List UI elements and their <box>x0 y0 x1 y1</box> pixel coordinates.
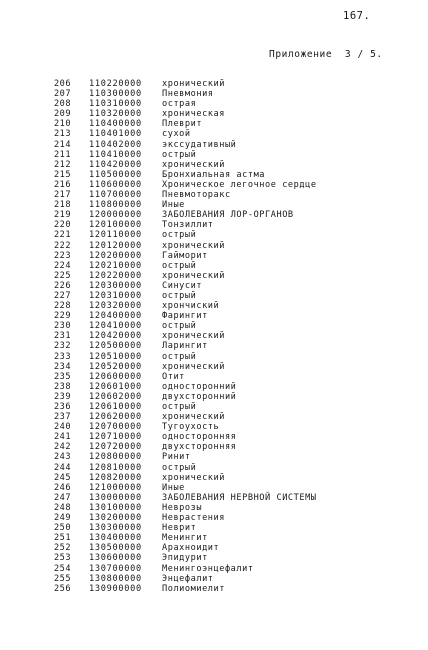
table-row <box>0 483 428 493</box>
table-row <box>0 271 428 281</box>
row-diagnosis: хронический <box>162 412 225 423</box>
row-number: 206 <box>54 79 72 89</box>
row-code: 130900000 <box>89 583 142 594</box>
row-code: 110300000 <box>89 89 142 100</box>
row-number: 231 <box>54 331 72 342</box>
row-number: 216 <box>54 179 72 190</box>
row-number: 214 <box>54 139 72 150</box>
row-diagnosis: острый <box>162 321 197 332</box>
row-number: 243 <box>54 452 72 463</box>
row-diagnosis: Менингоэнцефалит <box>162 563 254 574</box>
table-row <box>0 200 428 210</box>
row-diagnosis: двухсторонний <box>162 391 237 402</box>
row-number: 222 <box>54 240 72 251</box>
row-number: 219 <box>54 210 72 221</box>
row-code: 110400000 <box>89 119 142 130</box>
row-number: 246 <box>54 482 72 493</box>
table-row <box>0 533 428 543</box>
table-row <box>0 140 428 150</box>
table-row <box>0 493 428 503</box>
row-number: 232 <box>54 341 72 352</box>
row-number: 250 <box>54 523 72 534</box>
row-code: 120710000 <box>89 432 142 443</box>
row-code: 130700000 <box>89 563 142 574</box>
row-diagnosis: Бронхиальная астма <box>162 169 266 180</box>
row-number: 225 <box>54 270 72 281</box>
row-code: 110420000 <box>89 159 142 170</box>
row-code: 110401000 <box>89 129 142 140</box>
row-code: 130000000 <box>89 492 142 503</box>
row-diagnosis: Арахноидит <box>162 543 220 554</box>
row-number: 240 <box>54 422 72 433</box>
row-diagnosis: Фарингит <box>162 311 208 322</box>
table-row <box>0 150 428 160</box>
row-number: 253 <box>54 553 72 564</box>
row-number: 239 <box>54 391 72 402</box>
row-diagnosis: Тонзиллит <box>162 220 214 231</box>
appendix-label: Приложение 3 / 5. <box>269 49 383 60</box>
row-code: 120510000 <box>89 351 142 362</box>
row-number: 256 <box>54 583 72 594</box>
row-code: 110500000 <box>89 169 142 180</box>
row-code: 110220000 <box>89 79 142 89</box>
row-code: 130200000 <box>89 513 142 524</box>
row-code: 120000000 <box>89 210 142 221</box>
table-row <box>0 473 428 483</box>
row-code: 120600000 <box>89 371 142 382</box>
row-diagnosis: хроническая <box>162 109 225 120</box>
row-diagnosis: экссудативный <box>162 139 237 150</box>
row-code: 120120000 <box>89 240 142 251</box>
table-row <box>0 362 428 372</box>
row-diagnosis: Ринит <box>162 452 191 463</box>
row-diagnosis: ЗАБОЛЕВАНИЯ ЛОР-ОРГАНОВ <box>162 210 294 221</box>
row-diagnosis: Пневмоторакс <box>162 190 231 201</box>
row-number: 249 <box>54 513 72 524</box>
table-row <box>0 79 428 89</box>
row-number: 210 <box>54 119 72 130</box>
row-number: 221 <box>54 230 72 241</box>
row-diagnosis: хронический <box>162 240 225 251</box>
row-code: 120800000 <box>89 452 142 463</box>
row-diagnosis: Плеврит <box>162 119 203 130</box>
table-row <box>0 301 428 311</box>
row-diagnosis: Энцефалит <box>162 573 214 584</box>
row-number: 228 <box>54 301 72 312</box>
row-code: 110402000 <box>89 139 142 150</box>
row-code: 120420000 <box>89 331 142 342</box>
row-diagnosis: Неврит <box>162 523 197 534</box>
row-number: 235 <box>54 371 72 382</box>
table-row <box>0 261 428 271</box>
row-code: 120310000 <box>89 290 142 301</box>
table-row <box>0 564 428 574</box>
table-row <box>0 513 428 523</box>
row-code: 121000000 <box>89 482 142 493</box>
row-code: 120601000 <box>89 381 142 392</box>
row-diagnosis: Гайморит <box>162 250 208 261</box>
row-number: 254 <box>54 563 72 574</box>
row-diagnosis: Неврозы <box>162 502 203 513</box>
row-diagnosis: острый <box>162 230 197 241</box>
row-code: 120520000 <box>89 361 142 372</box>
row-diagnosis: Неврастения <box>162 513 225 524</box>
table-row <box>0 281 428 291</box>
table-row <box>0 543 428 553</box>
row-code: 120602000 <box>89 391 142 402</box>
table-row <box>0 372 428 382</box>
row-diagnosis: ЗАБОЛЕВАНИЯ НЕРВНОЙ СИСТЕМЫ <box>162 492 317 503</box>
row-number: 230 <box>54 321 72 332</box>
table-row <box>0 220 428 230</box>
table-row <box>0 89 428 99</box>
row-number: 211 <box>54 149 72 160</box>
row-number: 227 <box>54 290 72 301</box>
row-code: 120500000 <box>89 341 142 352</box>
row-diagnosis: хронический <box>162 472 225 483</box>
row-number: 220 <box>54 220 72 231</box>
row-number: 234 <box>54 361 72 372</box>
table-row <box>0 160 428 170</box>
table-row <box>0 523 428 533</box>
row-diagnosis: Синусит <box>162 280 203 291</box>
row-diagnosis: острый <box>162 290 197 301</box>
table-row <box>0 180 428 190</box>
row-number: 217 <box>54 190 72 201</box>
table-row <box>0 311 428 321</box>
row-diagnosis: Менингит <box>162 533 208 544</box>
table-row <box>0 321 428 331</box>
row-number: 215 <box>54 169 72 180</box>
row-number: 244 <box>54 462 72 473</box>
row-diagnosis: односторонний <box>162 381 237 392</box>
row-diagnosis: Хроническое легочное сердце <box>162 179 317 190</box>
row-diagnosis: односторонняя <box>162 432 237 443</box>
table-row <box>0 241 428 251</box>
row-number: 207 <box>54 89 72 100</box>
table-row <box>0 352 428 362</box>
row-code: 130800000 <box>89 573 142 584</box>
row-number: 208 <box>54 99 72 110</box>
row-number: 238 <box>54 381 72 392</box>
row-diagnosis: двухсторонняя <box>162 442 237 453</box>
row-number: 213 <box>54 129 72 140</box>
table-row <box>0 392 428 402</box>
row-number: 252 <box>54 543 72 554</box>
table-row <box>0 291 428 301</box>
row-diagnosis: Иные <box>162 200 185 211</box>
row-diagnosis: Иные <box>162 482 185 493</box>
row-code: 110320000 <box>89 109 142 120</box>
row-number: 241 <box>54 432 72 443</box>
row-number: 255 <box>54 573 72 584</box>
row-code: 120400000 <box>89 311 142 322</box>
table-row <box>0 170 428 180</box>
table-row <box>0 574 428 584</box>
row-code: 110600000 <box>89 179 142 190</box>
row-code: 130300000 <box>89 523 142 534</box>
row-diagnosis: острый <box>162 260 197 271</box>
row-diagnosis: Отит <box>162 371 185 382</box>
row-diagnosis: острый <box>162 402 197 412</box>
row-diagnosis: хронический <box>162 361 225 372</box>
row-diagnosis: Тугоухость <box>162 422 220 433</box>
row-number: 245 <box>54 472 72 483</box>
row-code: 130400000 <box>89 533 142 544</box>
row-code: 120100000 <box>89 220 142 231</box>
row-diagnosis: хронический <box>162 79 225 89</box>
table-row <box>0 230 428 240</box>
row-diagnosis: хронический <box>162 331 225 342</box>
row-diagnosis: хрончиский <box>162 301 220 312</box>
table-row <box>0 422 428 432</box>
table-row <box>0 452 428 462</box>
row-code: 110310000 <box>89 99 142 110</box>
row-code: 120210000 <box>89 260 142 271</box>
row-number: 242 <box>54 442 72 453</box>
row-code: 120810000 <box>89 462 142 473</box>
table-row <box>0 109 428 119</box>
table-row <box>0 553 428 563</box>
row-number: 237 <box>54 412 72 423</box>
row-diagnosis: Ларингит <box>162 341 208 352</box>
table-row <box>0 442 428 452</box>
table-row <box>0 341 428 351</box>
row-code: 120220000 <box>89 270 142 281</box>
table-row <box>0 402 428 412</box>
row-number: 248 <box>54 502 72 513</box>
code-table <box>0 79 428 594</box>
table-row <box>0 584 428 594</box>
row-code: 120110000 <box>89 230 142 241</box>
row-code: 110700000 <box>89 190 142 201</box>
row-number: 229 <box>54 311 72 322</box>
row-diagnosis: Эпидурит <box>162 553 208 564</box>
row-code: 120300000 <box>89 280 142 291</box>
table-row <box>0 129 428 139</box>
row-diagnosis: острый <box>162 462 197 473</box>
row-code: 120200000 <box>89 250 142 261</box>
table-row <box>0 331 428 341</box>
row-code: 130500000 <box>89 543 142 554</box>
row-number: 247 <box>54 492 72 503</box>
row-code: 120700000 <box>89 422 142 433</box>
row-code: 120410000 <box>89 321 142 332</box>
row-code: 120320000 <box>89 301 142 312</box>
table-row <box>0 432 428 442</box>
row-number: 209 <box>54 109 72 120</box>
row-diagnosis: острый <box>162 149 197 160</box>
row-number: 224 <box>54 260 72 271</box>
row-number: 223 <box>54 250 72 261</box>
row-diagnosis: сухой <box>162 129 191 140</box>
row-number: 236 <box>54 402 72 412</box>
row-diagnosis: Полиомиелит <box>162 583 225 594</box>
row-diagnosis: хронический <box>162 159 225 170</box>
table-row <box>0 99 428 109</box>
row-number: 251 <box>54 533 72 544</box>
row-code: 120620000 <box>89 412 142 423</box>
row-diagnosis: Пневмония <box>162 89 214 100</box>
row-code: 120610000 <box>89 402 142 412</box>
table-row <box>0 210 428 220</box>
table-row <box>0 503 428 513</box>
row-code: 120820000 <box>89 472 142 483</box>
row-code: 120720000 <box>89 442 142 453</box>
row-number: 212 <box>54 159 72 170</box>
table-row <box>0 412 428 422</box>
row-diagnosis: острая <box>162 99 197 110</box>
row-code: 130100000 <box>89 502 142 513</box>
row-code: 130600000 <box>89 553 142 564</box>
row-code: 110410000 <box>89 149 142 160</box>
row-diagnosis: острый <box>162 351 197 362</box>
table-row <box>0 463 428 473</box>
row-code: 110800000 <box>89 200 142 211</box>
row-number: 218 <box>54 200 72 211</box>
row-diagnosis: хронический <box>162 270 225 281</box>
table-row <box>0 382 428 392</box>
table-row <box>0 190 428 200</box>
table-row <box>0 251 428 261</box>
page-number: 167. <box>343 10 371 22</box>
row-number: 233 <box>54 351 72 362</box>
row-number: 226 <box>54 280 72 291</box>
table-row <box>0 119 428 129</box>
